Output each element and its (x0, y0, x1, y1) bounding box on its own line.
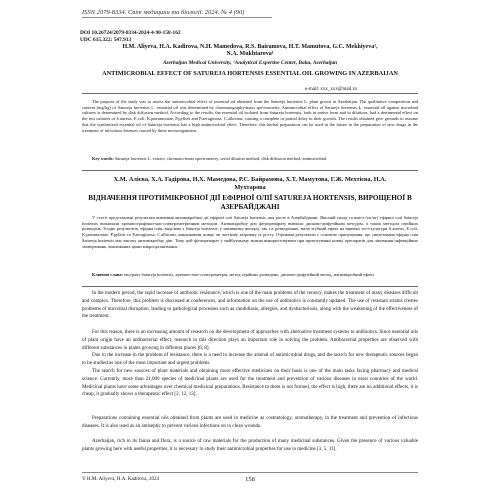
keywords-text: Satureja hortensis L. extract, chromato-mass spectrometry, serial dilution method, disk diffusion method, antimicrobial. (114, 156, 328, 161)
keywords-label-ua: Ключові слова: (92, 272, 123, 277)
authors-english: H.M. Aliyeva, H.A. Kadirova, N.H. Mamedova, R.S. Bairamova, H.T. Mamutova, G.C. Mekhiyeva¹, N.A. Mukhtarova¹ (122, 44, 378, 57)
affiliation-english: Azerbaijan Medical University, ¹Analytical Expertise Center, Baku, Azerbaijan (162, 60, 338, 66)
article-identifiers (80, 30, 181, 44)
abstract-english: The purpose of the study was to assess the antimicrobial effect of essential oil obtained from the Satureja hortensis L. plant grown in Azerbaijan. The qualitative composition and content (mg/kg) of Satureja hortensis L. essential oil was determined by chromatography-mass spectrometry. Antimicrobial effect of Satureja hortensis L. essential oil against microbial cultures is determined by disk diffusion method. According to the results, the essential oil isolated from Satureja hortensis, both in native form and in dilutions, had a detrimental effect on the test cultures of S.aureus, E.coli, K.pneumoniae, P.pyllori and P.aeruginosa. C.albicans, causing a complete or partial delay in their growth. The results obtained give grounds to assume that the synthesized essential oil of Satureja hortensis has a high antimicrobial effect. Therefore, this herbal preparation can be used in the future in the preparation of new drugs in the treatment of infectious diseases caused by these microorganisms. (82, 99, 418, 133)
authors-ukrainian: Х.М. Алієва, Х.А. Гадірова, Н.Х. Мамедова, Р.С. Байрамова, Х.Т. Мамутова, Г.Ж. Мехтієва, Н.А. Мухтарова (113, 176, 387, 191)
body-paragraph: Azerbaijan, rich in its fauna and flora, is a source of raw materials for the production of many medicinal substances. Given the presence of various valuable plants growing here with useful properties, it is necessary to study their antimicrobial properties for use in medicine [3, 5, 11]. (82, 438, 418, 452)
journal-running-header: ISSN 2079-8334. Світ медицини та біології. 2024. № 4 (90) (82, 9, 272, 18)
body-paragraph: The search for new sources of plant materials and obtaining more effective medicines on their basis is one of the main tasks facing pharmacy and medical science. Currently, more than 21,000 species of medicinal plants are used for the treatment and prevention of various diseases in most countries of the world. Medicinal plants have some advantages over chemical medicinal preparations. Resistance to them is not formed, the effect is high, there are no additional effects, it is cheap, it gradually shows a therapeutic effect [2, 12, 13]. (82, 368, 418, 398)
keywords-ukrainian (82, 272, 418, 278)
doi-line: DOI 10.26724/2079-8334-2024-4-90-158-162 (80, 30, 181, 36)
body-paragraph: Preparations containing essential oils obtained from plants are used in medicine as cosmetology, aromatherapy, in the treatment and prevention of infectious diseases. It is also used as an antiseptic to prevent various infections on to clean wounds. (82, 415, 418, 429)
separator-line (82, 93, 418, 94)
keywords-english (82, 156, 418, 162)
copyright-notice: © H.M. Aliyeva, H.A. Kadirova, 2024 (82, 477, 159, 482)
body-paragraph: Due to the increase in the problem of resistance, there is a need to increase the arsenal of antimicrobial drugs, and the search for new therapeutic sources began to be studied as one of the most important and urgent problems. (82, 352, 418, 366)
title-english: ANTIMICROBIAL EFFECT OF SATUREJA HORTENSIS ESSENTIAL OIL GROWING IN AZERBAIJAN (102, 70, 398, 77)
udc-line: UDC 615.322: 547.913 (80, 37, 132, 43)
separator-line (82, 286, 418, 287)
page-number: 158 (245, 476, 255, 483)
body-paragraph: In the modern period, the rapid increase of antibiotic resistance, which is one of the main problems of the century, makes the treatment of many diseases difficult and complex. Therefore, this problem is discussed at conferences, and information on the use of antibiotics is constantly updated. The use of resistant strains creates problems of microbial disruption, leading to pathological processes such as candidiasis, allergies, and dysbacteriosis, along with the weakening of the effectiveness of the treatment. (82, 290, 418, 320)
keywords-label: Key words: (92, 156, 114, 161)
email-address: e-mail: xxx_xxx@mail.ru (305, 87, 357, 92)
title-ukrainian: ВІДНАЧЕННЯ ПРОТИМІКРОБНОЇ ДІЇ ЕФІРНОЇ ОЛІЇ SATUREJA HORTENSIS, ВИРОЩЕНОЇ В АЗЕРБАЙДЖАНІ (88, 194, 412, 211)
footer-separator (82, 472, 418, 473)
separator-line (82, 170, 418, 171)
body-paragraph: For this reason, there is an increasing amount of research on the development of approaches with alternative treatment systems to antibiotics. Since essential oils of plant origin have an antibacterial effect, research in this direction plays an important role in solving the problem. Antibacterial properties are observed with different substances in plants growing in different places [6, 8]. (82, 329, 418, 351)
keywords-text-ua: екстракт Satureja hortensis, хромато-мас-спектрометрія, метод серійних розведень, дисково-дифузійний метод, антимікробний ефект. (124, 272, 375, 277)
abstract-ukrainian: У статті представлені результати вивчення антимікробної дії ефірної олії Satureja hortensis, яка росте в Азербайджані. Якісний склад та вміст (мг/кг) ефірної олії Satureja hortensis визначали хроматографічно-мас-спектрометричним методом. Антимікробну дію фітопрепарату вивчали дисково-дифузійним методом, а також методом серійних розведень. Згідно результатів, ефірна олія, виділена з Satureja hortensis, у нативному вигляді, так і в розведеннях, мала згубний ефект на вивчені тест-культури S.aureus, E.coli, K.pneumoniae, P.pyllori та P.aeruginosa, C.albicans, викликаючи повну чи часткову затримку їх росту. Отримані результати є основою припущення, що синтезована ефірна олія Satureja hortensis має високу антимікробну дію. Тому цей фітопрепарат у майбутньому можна використовувати при приготуванні нових препаратів для лікування інфекційних захворювань, викликаних цими мікроорганізмами. (82, 215, 418, 249)
